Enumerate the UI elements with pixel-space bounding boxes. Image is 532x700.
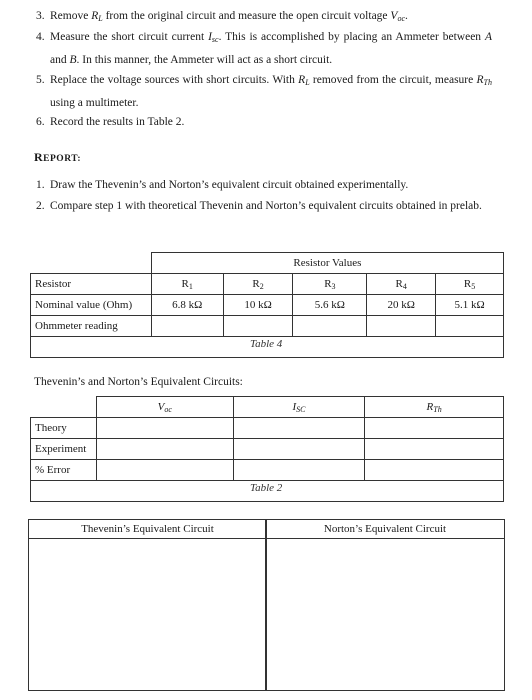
resistor-header: $R_1$ xyxy=(151,274,223,295)
nominal-value: 20 kΩ xyxy=(367,295,436,316)
value-cell[interactable] xyxy=(96,418,233,439)
reading-cell[interactable] xyxy=(367,316,436,337)
row-label: Resistor xyxy=(31,274,152,295)
value-cell[interactable] xyxy=(365,439,504,460)
resistor-header: $R_5$ xyxy=(436,274,504,295)
step-number: 4. xyxy=(36,31,45,43)
nominal-value: 6.8 kΩ xyxy=(151,295,223,316)
reading-cell[interactable] xyxy=(436,316,504,337)
column-header: $R_{Th}$ xyxy=(365,397,504,418)
report-item-1 xyxy=(36,175,492,196)
step-text: Record the results in Table 2. xyxy=(50,116,185,128)
column-header: $V_{oc}$ xyxy=(96,397,233,418)
thevenin-circuit-box[interactable] xyxy=(28,519,267,691)
step-text: Measure the short circuit current $I_{sc}$. This is accomplished by placing an Ammeter between A and B. In this manner, the Ammeter will act as a short circuit. xyxy=(50,31,492,66)
value-cell[interactable] xyxy=(233,460,365,481)
step-number: 6. xyxy=(36,116,45,128)
value-cell[interactable] xyxy=(96,460,233,481)
resistor-header: $R_2$ xyxy=(223,274,293,295)
table-header-row xyxy=(31,397,504,418)
row-label: Nominal value (Ohm) xyxy=(31,295,152,316)
value-cell[interactable] xyxy=(233,418,365,439)
row-label: Ohmmeter reading xyxy=(31,316,152,337)
table-row xyxy=(31,460,504,481)
table-cell xyxy=(31,397,97,418)
group-header: Resistor Values xyxy=(151,253,503,274)
table-cell xyxy=(31,253,152,274)
step-5 xyxy=(36,70,492,114)
step-number: 5. xyxy=(36,74,45,86)
thevenin-box-title: Thevenin’s Equivalent Circuit xyxy=(29,520,266,539)
table-row xyxy=(31,439,504,460)
step-number: 3. xyxy=(36,10,45,22)
value-cell[interactable] xyxy=(365,418,504,439)
table-header-row xyxy=(31,253,504,274)
equivalent-circuits-label: Thevenin’s and Norton’s Equivalent Circuits: xyxy=(34,376,243,388)
table-4-caption: Table 4 xyxy=(250,338,283,350)
value-cell[interactable] xyxy=(365,460,504,481)
step-4 xyxy=(36,27,492,71)
value-cell[interactable] xyxy=(233,439,365,460)
row-label: Theory xyxy=(31,418,97,439)
reading-cell[interactable] xyxy=(223,316,293,337)
item-text: Compare step 1 with theoretical Thevenin and Norton’s equivalent circuits obtained in prelab. xyxy=(50,200,482,212)
step-text: Replace the voltage sources with short circuits. With $R_L$ removed from the circuit, measure $R_{Th}$ using a multimeter. xyxy=(50,74,492,109)
resistor-header: $R_3$ xyxy=(293,274,367,295)
step-3 xyxy=(36,6,492,29)
value-cell[interactable] xyxy=(96,439,233,460)
row-label: % Error xyxy=(31,460,97,481)
table-row xyxy=(31,316,504,337)
report-item-2 xyxy=(36,196,494,217)
table-row xyxy=(31,418,504,439)
nominal-value: 5.1 kΩ xyxy=(436,295,504,316)
report-heading: REPORT: xyxy=(34,150,82,164)
reading-cell[interactable] xyxy=(151,316,223,337)
step-text: Remove $R_L$ from the original circuit and measure the open circuit voltage $V_{oc}$. xyxy=(50,10,408,23)
item-number: 2. xyxy=(36,200,45,212)
resistor-header: $R_4$ xyxy=(367,274,436,295)
table-row xyxy=(31,295,504,316)
row-label: Experiment xyxy=(31,439,97,460)
norton-circuit-box[interactable] xyxy=(265,519,505,691)
table-2-caption: Table 2 xyxy=(250,482,283,494)
norton-box-title: Norton’s Equivalent Circuit xyxy=(266,520,504,539)
item-number: 1. xyxy=(36,179,45,191)
reading-cell[interactable] xyxy=(293,316,367,337)
nominal-value: 10 kΩ xyxy=(223,295,293,316)
nominal-value: 5.6 kΩ xyxy=(293,295,367,316)
item-text: Draw the Thevenin’s and Norton’s equivalent circuit obtained experimentally. xyxy=(50,179,409,191)
step-6 xyxy=(36,112,492,133)
column-header: $I_{SC}$ xyxy=(233,397,365,418)
table-row xyxy=(31,274,504,295)
